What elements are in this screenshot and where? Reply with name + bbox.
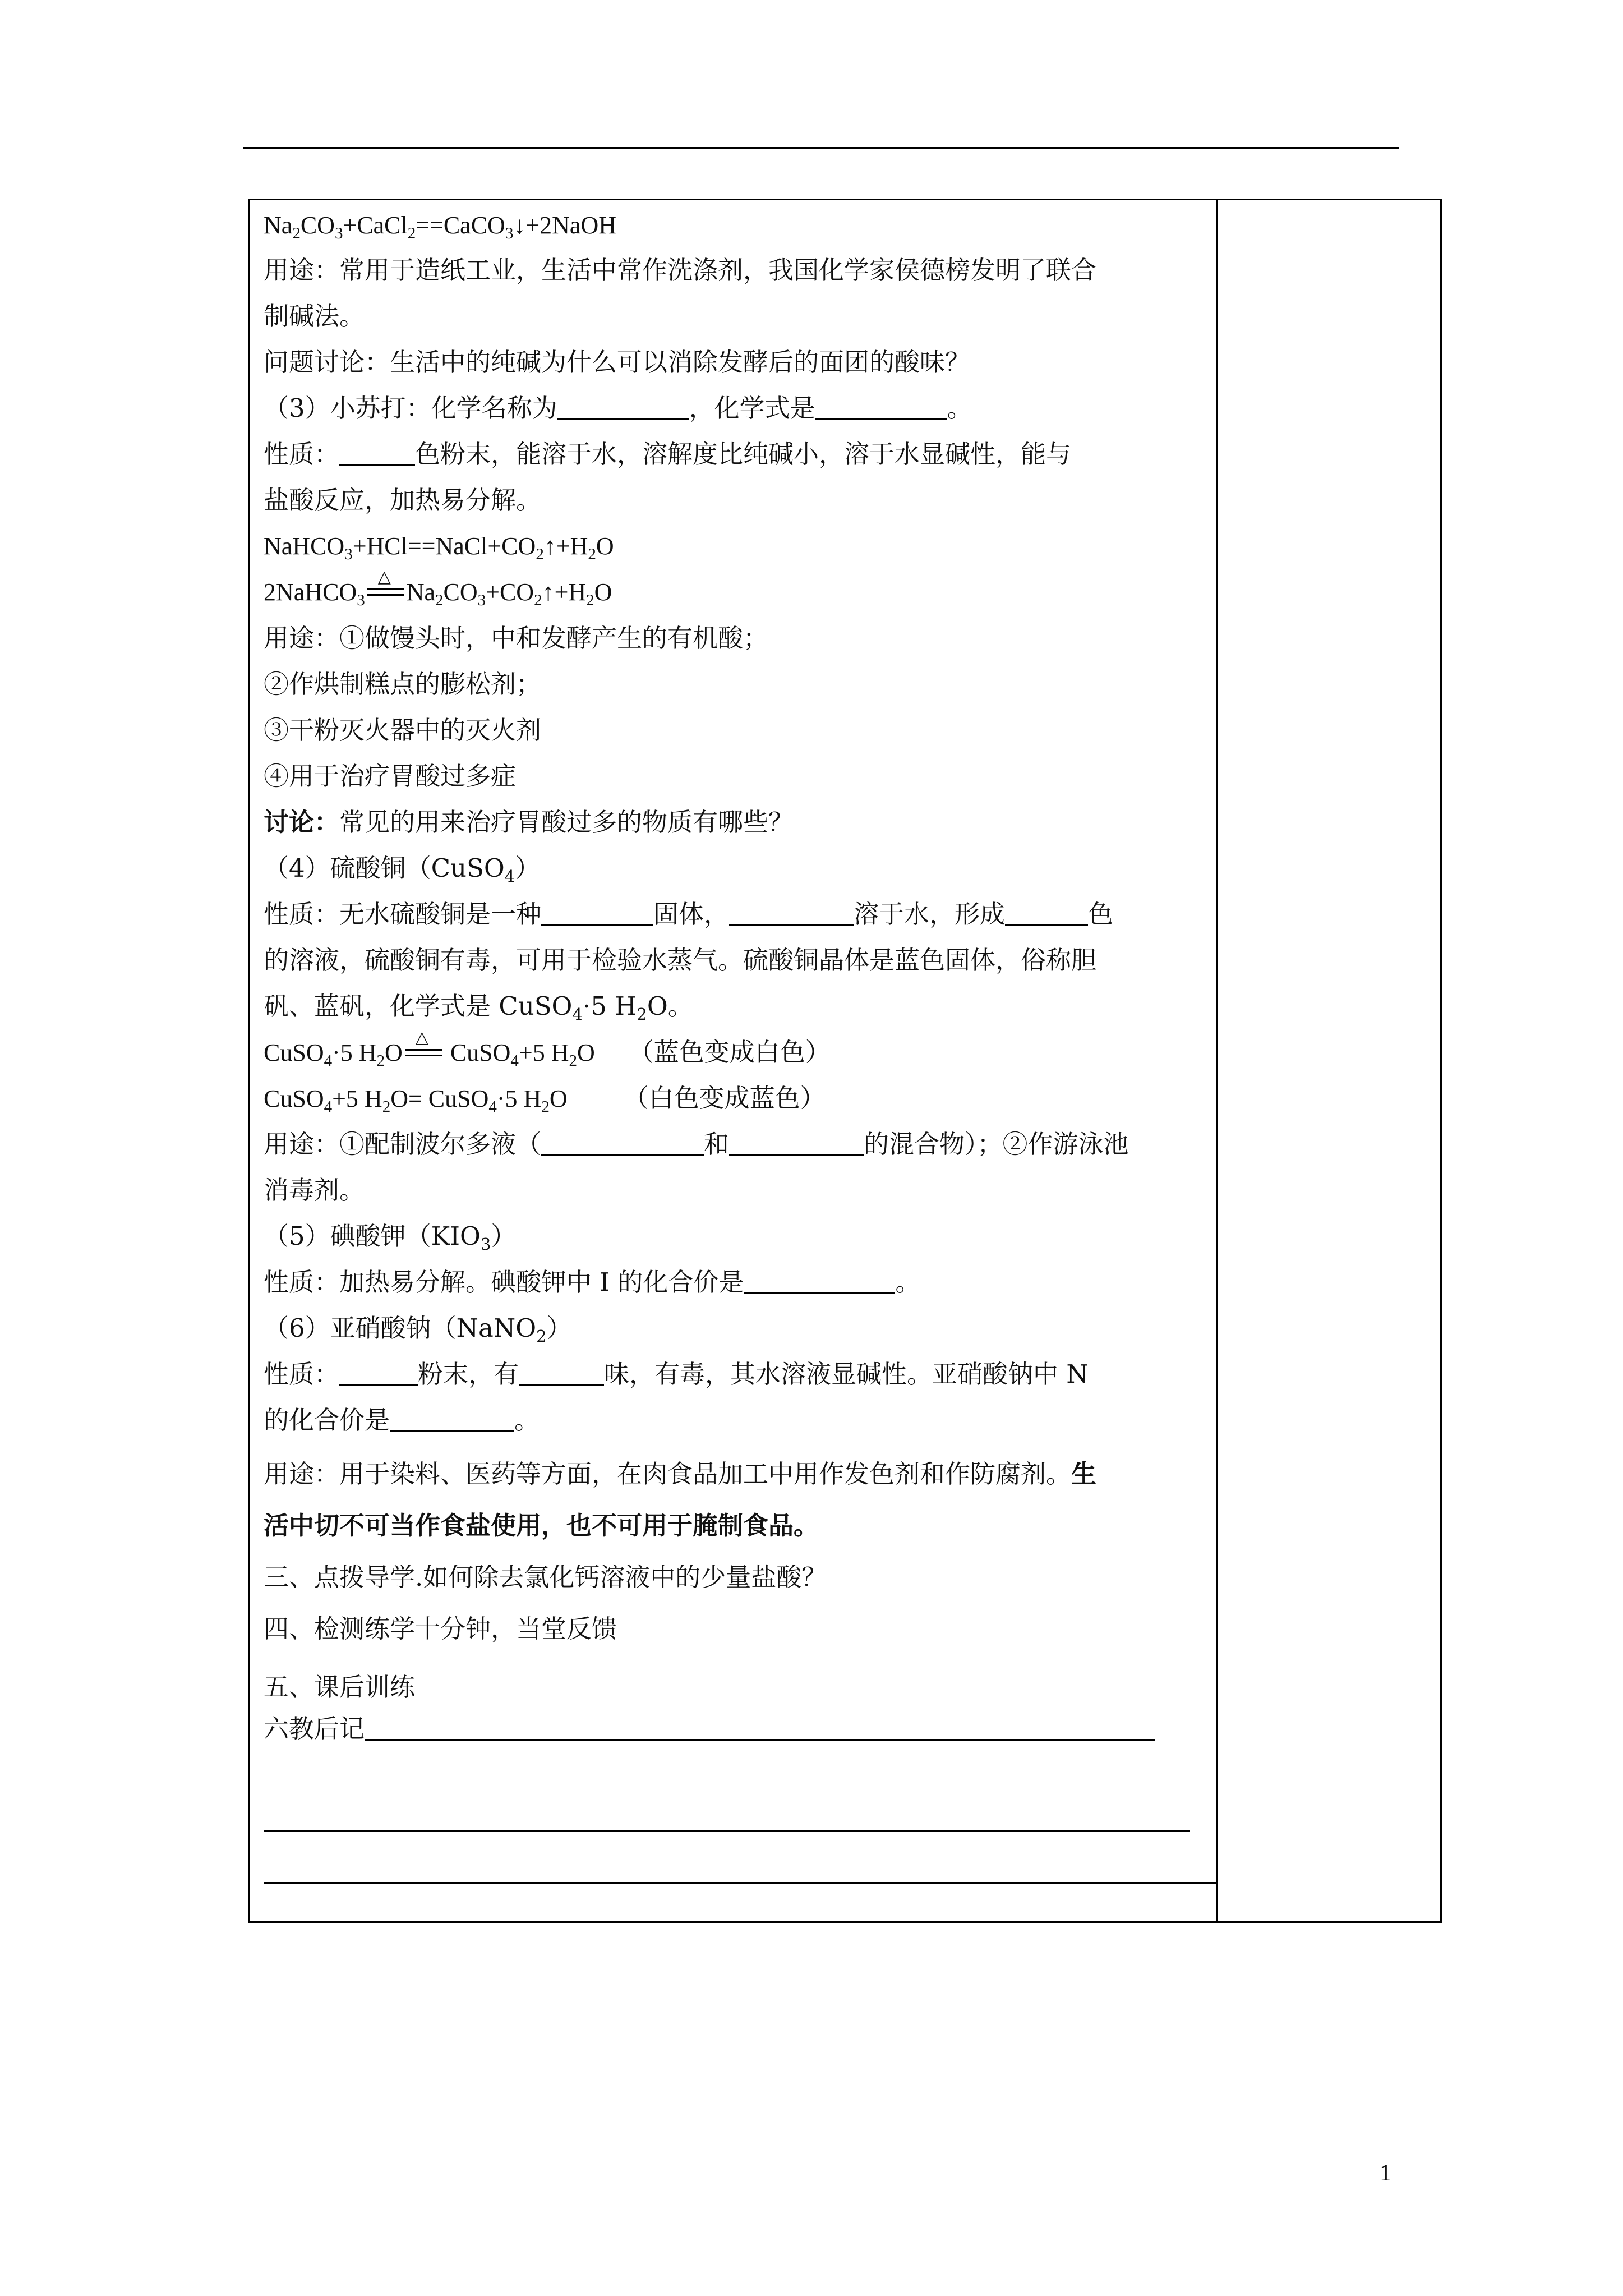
equation-na2co3-cacl2	[264, 209, 616, 250]
text: 常见的用来治疗胃酸过多的物质有哪些？	[339, 807, 794, 837]
text: NaHCO	[264, 532, 345, 560]
uses-item-3: ③干粉灭火器中的灭火剂	[264, 715, 542, 745]
baking-soda-heading	[264, 392, 972, 425]
discussion-question: 问题讨论：生活中的纯碱为什么可以消除发酵后的面团的酸味？	[264, 347, 971, 377]
baking-soda-properties	[264, 438, 1071, 471]
subscript: 3	[477, 591, 486, 609]
text: +5 H	[332, 1085, 382, 1112]
subscript: 2	[586, 591, 594, 609]
delta-icon: △	[415, 1028, 428, 1047]
page-number: 1	[1380, 2160, 1391, 2186]
reflection-line[interactable]	[365, 1717, 1155, 1741]
uses-item-1: 用途：①做馒头时，中和发酵产生的有机酸；	[264, 623, 769, 653]
sodium-nitrite-uses	[264, 1457, 1096, 1491]
text: 固体，	[653, 899, 730, 929]
text: +HCl==NaCl+CO	[352, 532, 536, 560]
answer-blank[interactable]	[390, 1408, 514, 1432]
sodium-nitrite-warning: 活中切不可当作食盐使用，也不可用于腌制食品。	[264, 1511, 819, 1540]
text: 性质：	[264, 439, 340, 469]
sodium-nitrite-valence	[264, 1404, 540, 1437]
subscript: 3	[357, 591, 365, 609]
answer-blank[interactable]	[1005, 902, 1088, 926]
answer-blank[interactable]	[339, 442, 415, 466]
text: 粉末，有	[418, 1359, 519, 1389]
subscript: 3	[480, 1235, 491, 1254]
discussion-antacids	[264, 806, 794, 839]
text: （6）亚硝酸钠（NaNO	[264, 1313, 537, 1343]
subscript: 4	[510, 1052, 519, 1070]
header-rule	[243, 147, 1399, 149]
text: O= CuSO	[390, 1085, 489, 1112]
text: 的化合价是	[264, 1405, 390, 1435]
text: ）	[546, 1313, 572, 1343]
subscript: 2	[534, 591, 542, 609]
section-guided-learning: 三、点拨导学.如何除去氯化钙溶液中的少量盐酸？	[264, 1562, 827, 1592]
equation-cuso4-hydrate	[264, 1082, 826, 1124]
potassium-iodate-properties	[264, 1266, 920, 1299]
copper-sulfate-uses-cont: 消毒剂。	[264, 1175, 365, 1205]
text: CO	[443, 578, 478, 606]
section-homework: 五、课后训练	[264, 1672, 416, 1702]
text: 的混合物）；②作游泳池	[864, 1129, 1129, 1159]
text: ↓+2NaOH	[513, 211, 617, 239]
text: O	[385, 1039, 403, 1066]
text: CuSO	[264, 1039, 324, 1066]
subscript: 2	[536, 1327, 547, 1346]
text: Na	[264, 211, 293, 239]
text: ）	[515, 853, 541, 883]
uses-soda-ash: 用途：常用于造纸工业，生活中常作洗涤剂，我国化学家侯德榜发明了联合	[264, 255, 1097, 285]
text: +CaCl	[343, 211, 408, 239]
text: 性质：无水硫酸铜是一种	[264, 899, 542, 929]
subscript: 4	[324, 1098, 333, 1116]
answer-blank[interactable]	[729, 1132, 864, 1156]
text: 六教后记	[264, 1714, 365, 1743]
teaching-reflection	[264, 1712, 1155, 1746]
subscript: 2	[435, 591, 444, 609]
potassium-iodate-heading	[264, 1220, 516, 1261]
subscript: 2	[407, 224, 416, 242]
text: 溶于水，形成	[854, 899, 1006, 929]
uses-item-2: ②作烘制糕点的膨松剂；	[264, 669, 542, 699]
text: O。	[647, 991, 693, 1021]
subscript: 4	[572, 1005, 583, 1024]
subscript: 2	[382, 1098, 391, 1116]
text: 味，有毒，其水溶液显碱性。亚硝酸钠中 N	[604, 1359, 1089, 1389]
text: 。	[895, 1267, 921, 1297]
answer-blank[interactable]	[744, 1270, 895, 1294]
text: +5 H	[518, 1039, 569, 1066]
text: 。	[947, 393, 972, 423]
text: ·5 H	[582, 991, 637, 1021]
copper-sulfate-heading	[264, 852, 540, 893]
section-practice: 四、检测练学十分钟，当堂反馈	[264, 1614, 617, 1644]
answer-blank[interactable]	[815, 396, 947, 420]
heat-equals-sign	[403, 1028, 444, 1064]
text: ·5 H	[496, 1085, 542, 1112]
answer-blank[interactable]	[541, 902, 653, 926]
baking-soda-properties-cont: 盐酸反应，加热易分解。	[264, 485, 542, 515]
reflection-line[interactable]	[264, 1830, 1190, 1832]
text: 性质：	[264, 1359, 340, 1389]
text: 生	[1071, 1459, 1097, 1489]
reflection-line[interactable]	[264, 1882, 1216, 1884]
equation-cuso4-dehydrate	[264, 1028, 831, 1078]
subscript: 2	[569, 1052, 577, 1070]
subscript: 2	[292, 224, 301, 242]
text: 2NaHCO	[264, 578, 357, 606]
text: 色粉末，能溶于水，溶解度比纯碱小，溶于水显碱性，能与	[415, 439, 1072, 469]
text: +CO	[486, 578, 534, 606]
subscript: 3	[344, 545, 353, 563]
text: CO	[300, 211, 335, 239]
answer-blank[interactable]	[541, 1132, 704, 1156]
text: CuSO	[444, 1039, 511, 1066]
answer-blank[interactable]	[557, 396, 689, 420]
uses-item-4: ④用于治疗胃酸过多症	[264, 761, 517, 791]
text: 性质：加热易分解。碘酸钾中 I 的化合价是	[264, 1267, 744, 1297]
text: ）	[491, 1221, 517, 1251]
copper-sulfate-properties-cont: 的溶液，硫酸铜有毒，可用于检验水蒸气。硫酸铜晶体是蓝色固体，俗称胆	[264, 945, 1097, 975]
subscript: 2	[541, 1098, 550, 1116]
text: 矾、蓝矾，化学式是 CuSO	[264, 991, 573, 1021]
subscript: 3	[505, 224, 514, 242]
text: O	[577, 1039, 595, 1066]
text: ，化学式是	[689, 393, 815, 423]
delta-icon: △	[377, 568, 391, 586]
equation-nahco3-decompose	[264, 568, 612, 617]
subscript: 2	[376, 1052, 385, 1070]
text: O	[549, 1085, 568, 1112]
text: 。	[514, 1405, 540, 1435]
subscript: 4	[488, 1098, 497, 1116]
text: ↑+H	[543, 532, 588, 560]
text: 用途：①配制波尔多液（	[264, 1129, 542, 1159]
text: Na	[406, 578, 436, 606]
subscript: 4	[504, 867, 515, 886]
text: ↑+H	[542, 578, 587, 606]
uses-soda-ash-cont: 制碱法。	[264, 301, 365, 331]
text: （5）碘酸钾（KIO	[264, 1221, 481, 1251]
text: 色	[1088, 899, 1114, 929]
copper-sulfate-uses	[264, 1128, 1129, 1161]
answer-blank[interactable]	[519, 1362, 604, 1386]
text: ·5 H	[332, 1039, 377, 1066]
sodium-nitrite-heading	[264, 1312, 572, 1353]
copper-sulfate-properties	[264, 898, 1113, 931]
subscript: 2	[536, 545, 544, 563]
sodium-nitrite-properties	[264, 1358, 1089, 1391]
text: （蓝色变成白色）	[628, 1037, 831, 1067]
text: 用途：用于染料、医药等方面，在肉食品加工中用作发色剂和作防腐剂。	[264, 1459, 1072, 1489]
text: （4）硫酸铜（CuSO	[264, 853, 505, 883]
subscript: 2	[588, 545, 596, 563]
column-divider	[1216, 199, 1218, 1923]
text: （3）小苏打：化学名称为	[264, 393, 557, 423]
equation-nahco3-hcl	[264, 530, 614, 571]
text: O	[594, 578, 612, 606]
text: （白色变成蓝色）	[623, 1083, 826, 1113]
text: 讨论：	[264, 807, 340, 837]
text: CuSO	[264, 1085, 324, 1112]
heat-equals-sign	[365, 568, 407, 604]
answer-blank[interactable]	[729, 902, 854, 926]
text: 和	[704, 1129, 730, 1159]
subscript: 2	[637, 1005, 647, 1024]
subscript: 3	[334, 224, 343, 242]
text: ==CaCO	[416, 211, 505, 239]
subscript: 4	[324, 1052, 333, 1070]
copper-sulfate-formula	[264, 990, 693, 1031]
answer-blank[interactable]	[339, 1362, 418, 1386]
text: O	[596, 532, 614, 560]
